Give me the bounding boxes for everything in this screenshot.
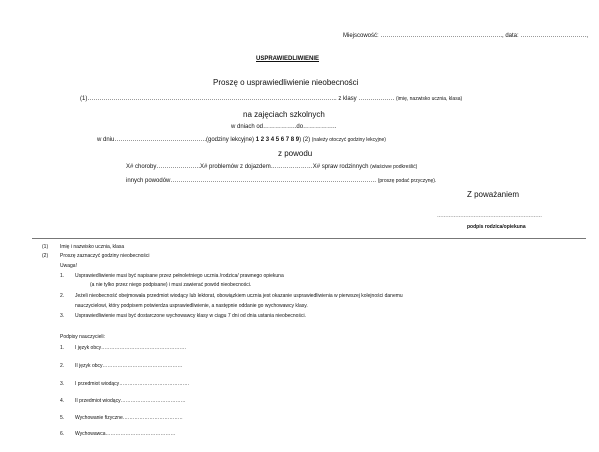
hours-suffix: ) (2) xyxy=(299,137,311,143)
signature-6-num: 6. xyxy=(60,431,65,437)
student-line-dots: (1)…………………………………………………………………………………………………………….. z klasy ……………… xyxy=(80,96,395,102)
signature-2-label: II język obcy xyxy=(75,363,103,369)
dates-line: w dniach od……………..do…………….. xyxy=(231,124,337,130)
day-line-dots: w dniu……………………………………….(godziny lekcyjne) xyxy=(97,137,255,143)
note-2-num: 2. xyxy=(60,293,65,299)
student-line xyxy=(80,96,462,102)
signature-4-num: 4. xyxy=(60,398,65,404)
closing-text: Z poważaniem xyxy=(467,190,520,199)
signature-5-dots: ……………………………… xyxy=(122,415,183,421)
footnote-2-text: Proszę zaznaczyć godziny nieobecności xyxy=(60,253,150,259)
hours-note: (należy otoczyć godziny lekcyjne) xyxy=(311,137,386,143)
signature-row-5 xyxy=(75,416,183,421)
note-2-line-2: nauczycielowi, który podpisem potwierdza usprawiedliwienie, a następnie oddanie go wychowawcy klasy. xyxy=(75,303,308,309)
signature-3-dots: …………………………………… xyxy=(119,381,190,387)
note-3-line-1: Usprawiedliwienie musi być dostarczone wychowawcy klasy w ciągu 7 dni od dnia ustania nieobecności. xyxy=(75,313,306,319)
request-text: Proszę o usprawiedliwienie nieobecności xyxy=(213,78,359,87)
signature-row-3 xyxy=(75,382,189,387)
footnote-1-text: Imię i nazwisko ucznia, klasa xyxy=(60,244,125,250)
signature-dots: ……………………………………………………… xyxy=(437,213,542,219)
signature-2-num: 2. xyxy=(60,363,65,369)
document-title: USPRAWIEDLIWIENIE xyxy=(256,56,320,62)
signature-label: podpis rodzica/opiekuna xyxy=(467,224,526,230)
reason-text: z powodu xyxy=(278,149,313,158)
student-line-note: (imię, nazwisko ucznia, klasa) xyxy=(396,96,463,102)
signature-1-dots: …………………………………………… xyxy=(101,345,187,351)
signature-3-label: I przedmiot wiodący xyxy=(75,381,120,387)
signature-row-4 xyxy=(75,399,186,404)
signature-1-label: I język obcy xyxy=(75,345,102,351)
note-1-line-1: Usprawiedliwienie musi być napisane przez pełnoletniego ucznia /rodzica/ prawnego opiekuna xyxy=(75,273,284,279)
uwagi-label: Uwaga! xyxy=(60,263,77,269)
footnote-2-num: (2) xyxy=(42,253,49,259)
lesson-hours: 1 2 3 4 5 6 7 8 9 xyxy=(255,137,300,143)
reasons-line xyxy=(126,164,417,170)
note-2-line-1: Jeżeli nieobecność obejmowała przedmiot wiodący lub lektorat, obowiązkiem ucznia jest okazanie usprawiedliwienia w pierwszej kolejności danemu xyxy=(75,293,403,299)
signature-3-num: 3. xyxy=(60,381,65,387)
signature-6-label: Wychowawca xyxy=(75,431,106,437)
footnote-1-num: (1) xyxy=(42,244,49,250)
signatures-heading: Podpisy nauczycieli: xyxy=(60,334,106,340)
signature-row-6 xyxy=(75,432,176,437)
signature-2-dots: ………………………………………… xyxy=(102,363,183,369)
day-hours-line xyxy=(97,137,386,143)
classes-text: na zajęciach szkolnych xyxy=(243,110,325,119)
section-divider xyxy=(32,238,586,239)
signature-4-dots: ………………………………… xyxy=(120,398,186,404)
signature-row-1 xyxy=(75,346,186,351)
signature-5-num: 5. xyxy=(60,415,65,421)
signature-6-dots: …………………………………… xyxy=(105,431,176,437)
reasons-note: (właściwe podkreślić) xyxy=(370,164,418,170)
note-3-num: 3. xyxy=(60,313,65,319)
signature-1-num: 1. xyxy=(60,345,65,351)
other-reasons-dots: innych powodów…………………………………………………………………………………………. xyxy=(126,178,377,184)
note-1-line-2: (a nie tylko przez niego podpisane) i musi zawierać powód nieobecności. xyxy=(90,282,252,288)
note-1-num: 1. xyxy=(60,273,65,279)
other-reasons-line xyxy=(126,178,436,184)
reasons-options: X# choroby………………….X# problemów z dojazdem…………………X# spraw rodzinnych xyxy=(126,164,369,170)
place-date-line: Miejscowość: ……………………………………………………., data: ……………………………, xyxy=(343,33,589,39)
signature-row-2 xyxy=(75,364,183,369)
signature-4-label: II przedmiot wiodący xyxy=(75,398,121,404)
signature-5-label: Wychowanie fizyczne xyxy=(75,415,123,421)
other-reasons-note: (proszę podać przyczynę). xyxy=(377,178,437,184)
